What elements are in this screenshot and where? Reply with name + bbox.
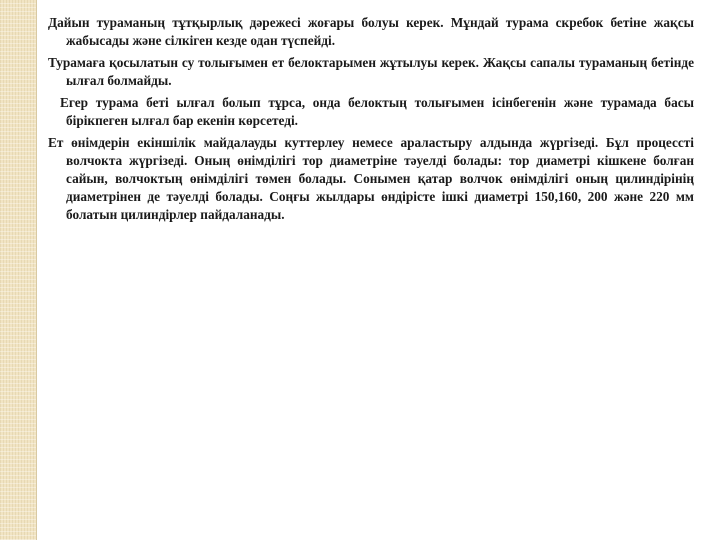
paragraph-3: Егер турама беті ылғал болып тұрса, онда белоктың толығымен ісінбегенін және турамада басы бірікпеген ылғал бар екенін көрсетеді. xyxy=(60,95,694,128)
side-divider xyxy=(36,0,37,540)
paragraph-4: Ет өнімдерін екіншілік майдалауды куттерлеу немесе араластыру алдында жүргізеді. Бұл процессті волчокта жүргізеді. Оның өнімділігі тор диаметріне тәуелді болады: тор диаметрі кішкене болған сайын, волчоктың өнімділігі төмен болады. Сонымен қатар волчок өнімділігі оның цилиндірінің диаметрінен де тәуелді болады. Соңғы жылдары өндірісте ішкі диаметрі 150,160, 200 және 220 мм болатын цилиндірлер пайдаланады. xyxy=(48,135,694,222)
document-body xyxy=(48,14,694,228)
paragraph-1: Дайын тураманың тұтқырлық дәрежесі жоғары болуы керек. Мұндай турама скребок бетіне жақсы жабысады және сілкіген кезде одан түспейді. xyxy=(48,15,694,48)
paragraph-2: Турамаға қосылатын су толығымен ет белоктарымен жұтылуы керек. Жақсы сапалы тураманың бетінде ылғал болмайды. xyxy=(48,55,694,88)
decorative-side-strip xyxy=(0,0,36,540)
